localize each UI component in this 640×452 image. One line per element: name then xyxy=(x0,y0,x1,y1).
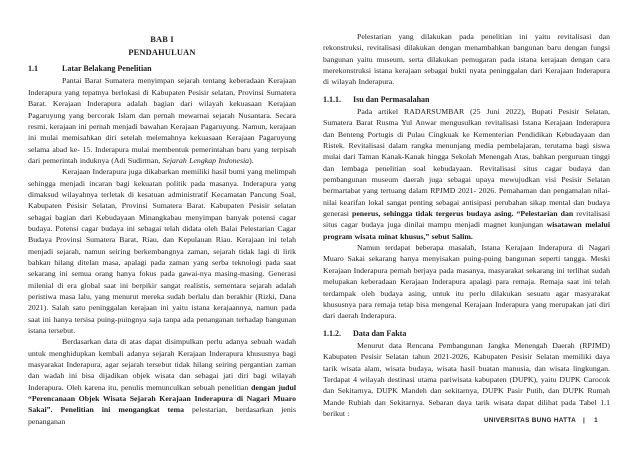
paragraph-text: Pantai Barat Sumatera menyimpan sejarah tentang keberadaan Kerajaan Inderapura yang tepatnya berlokasi di Kabupaten Pesisir selatan, Provinsi Sumatera Barat. Kerajaan Inderapura adalah bagian dari wilayah kekuasaan Kerajaan Pagaruyung yang bercorak Islam dan pernah mewarnai sejarah Nusantara. Secara resmi, kerajaan ini pernah menjadi bawahan Kerajaan Pagaruyung. Namun, kerajaan ini mulai memisahkan diri setelah melemahnya kekuasaan Kerajaan Pagaruyung selama abad ke- 15. Inderapura mulai membentuk pemerintahan baru yang terpisah dari pemerintah induknya (Adi Sudirman, xyxy=(28,76,296,165)
paragraph-masalah: Namun terdapat beberapa masalah, Istana Kerajaan Inderapura di Nagari Muaro Sakai sekarang hanya menyisakan puing-puing bangunan seperti tangga. Meski Kerajaan Inderapura pernah berjaya pada masanya, masyarakat sekarang ini terlihat sudah melupakan keberadaan Kerajaan Inderapura apalagi para remaja. Remaja saat ini telah terdampak oleh budaya asing, untuk itu perlu dilakukan sesuatu agar masyarakat khususnya para remaja tetap bisa mengenal Kerajaan Inderapura yang merupakan jati diri dari daerah Inderapura. xyxy=(323,243,610,321)
page-left xyxy=(28,34,296,427)
chapter-title: PENDAHULUAN xyxy=(128,47,196,57)
paragraph-latar-belakang-2: Kerajaan Inderapura juga dikabarkan memiliki hasil bumi yang melimpah sehingga menjadi incaran bagi kekuatan politik pada masanya. Inderapura yang dimaksud wilayahnya terletak di kesatuan administratif Kecamatan Pancung Soal, Kabupaten Pesisir Selatan, Provinsi Sumatera Barat. Kabupaten Pesisir selatan sebagai bagian dari Kebudayaan Minangkabau menyimpan banyak potensi cagar budaya. Potensi cagar budaya ini sebagai telah didata oleh Balai Pelestarian Cagar Budaya Provinsi Sumatera Barat, Riau, dan Kepulauan Riau. Kerajaan ini telah menjadi sejarah, namun seiring berkembangnya zaman, sejarah tidak lagi di lirik bahkan hilang ditelan masa, apalagi pada zaman yang serba teknologi pada saat sekarang ini semua orang hanya fokus pada gawai-nya masing-masing. Generasi milenial di era global saat ini berpikir sangat realistis, sementara sejarah adalah peristiwa masa lalu, yang menurut mereka sudah berlalu dan berakhir (Rizki, Dana 2021). Salah satu peninggalan kerajaan ini yaitu istana kerajaannya, namun pada saat ini hanya tersisa puing-puingnya saja tanpa ada penanganan terhadap bangunan istana tersebut. xyxy=(28,167,296,336)
paragraph-latar-belakang-1 xyxy=(28,75,296,166)
quote-bold: wisatawan melalui program wisata minat khusus,” sebut Salim. xyxy=(323,220,610,241)
section-number: 1.1 xyxy=(28,64,38,74)
section-heading-1-1-1 xyxy=(323,94,610,105)
paragraph-pelestarian: Pelestarian yang dilakukan pada penelitian ini yaitu revitalisasi dan rekonstruksi, revitalisasi dilakukan dengan menambahkan bangunan baru dengan fungsi bangunan yaitu museum, serta dilakukan pemugaran pada istana kerajaan dengan cara merekonstruksi istana kerajaan sebagai bukti nyata peninggalan dari Kerajaan Inderapura di wilayah Inderapura. xyxy=(323,32,610,87)
paragraph-text: ). xyxy=(249,155,254,165)
section-title: Latar Belakang Penelitian xyxy=(62,64,152,74)
chapter-heading: BAB I xyxy=(150,35,174,44)
paragraph-text: Berdasarkan data di atas dapat disimpulkan perlu adanya sebuah wadah untuk menghidupkan kembali adanya sejarah Kerajaan Inderapura khususnya bagi masyarakat Inderapura, agar sejarah tersebut tidak hilang seiring pergantian zaman dan wadah ini bisa dijadikan objek wisata dan sebagai jati diri bagi wilayah Inderapura. Oleh karena itu, penulis memunculkan sebuah penelitian xyxy=(28,337,296,392)
page-footer xyxy=(484,417,598,424)
section-heading-1-1 xyxy=(28,63,296,74)
paragraph-isu-permasalahan xyxy=(323,106,610,242)
paragraph-text: revitalisasi situs cagar budaya juga dinilai mampu menjadi magnet kunjungan xyxy=(323,209,611,230)
quote-bold: penerus, sehingga tidak tergerus budaya asing. “Pelestarian dan xyxy=(352,209,574,219)
citation-italic: Sejarah Lengkap Indonesia xyxy=(162,155,250,165)
paragraph-text: Pada artikel RADARSUMBAR (25 Juni 2022), Bupati Pesisir Selatan, Sumatera Barat Rusma Yul Anwar mengusulkan revitalisasi Istana Kerajaan Inderapura dan Benteng Portugis di Pulau Cingkuak ke Kementerian Pendidikan Kebudayaan dan Ristek. Revitalisasi dalam rangka menunjang media pembelajaran, terutama bagi siswa mulai dari Taman Kanak-Kanak hingga Sekolah Menengah Atas, bahkan perguruan tinggi dan lembaga penelitian soal kebudayaan. Revitalisasi situs cagar budaya dan pembangunan museum daerah juga sebagai upaya mewujudkan visi Pesisir Selatan bermartabat yang tertuang dalam RPJMD 2021- 2026. Pemahaman dan pengamalan nilai-nilai kearifan lokal sangat penting sebagai antisipasi perubahan sikap mental dan budaya generasi xyxy=(323,107,610,219)
footer-page-number: 1 xyxy=(594,417,598,424)
footer-institution: UNIVERSITAS BUNG HATTA xyxy=(483,417,577,424)
section-title: Isu dan Permasalahan xyxy=(353,94,430,104)
paragraph-data-fakta: Menurut data Rencana Pembangunan Jangka Menengah Daerah (RPJMD) Kabupaten Pesisir Selatan tahun 2021-2026, Kabupaten Pesisir Selatan memiliki daya tarik wisata alam, wisata budaya, wisata hasil buatan manusia, dan wisata lingkungan. Terdapat 4 wilayah destinasi utama pariwisata kabupaten (DUPK), yaitu DUPK Carocok dan Sekitarnya, DUPK Mandeh dan sekitarnya, DUPK Pasir Putih, dan DUPK Rumah Mande Rubiah dan Sekitarnya. Sebaran daya tarik wisata dapat dilihat pada Tabel 1.1 berikut : xyxy=(323,340,610,418)
footer-divider: | xyxy=(583,417,586,424)
paragraph-latar-belakang-3 xyxy=(28,336,296,427)
section-number: 1.1.2. xyxy=(323,328,341,338)
section-title: Data dan Fakta xyxy=(353,328,407,338)
research-title-bold: dengan judul “Perencanaan Objek Wisata Sejarah Kerajaan Inderapura di Nagari Muaro Sakai”. Penelitian ini mengangkat tema xyxy=(28,382,296,415)
section-number: 1.1.1. xyxy=(323,94,341,104)
section-heading-1-1-2 xyxy=(323,328,610,339)
paragraph-text: pelestarian, berdasarkan jenis penanganan xyxy=(28,405,296,426)
page-right xyxy=(323,31,610,419)
